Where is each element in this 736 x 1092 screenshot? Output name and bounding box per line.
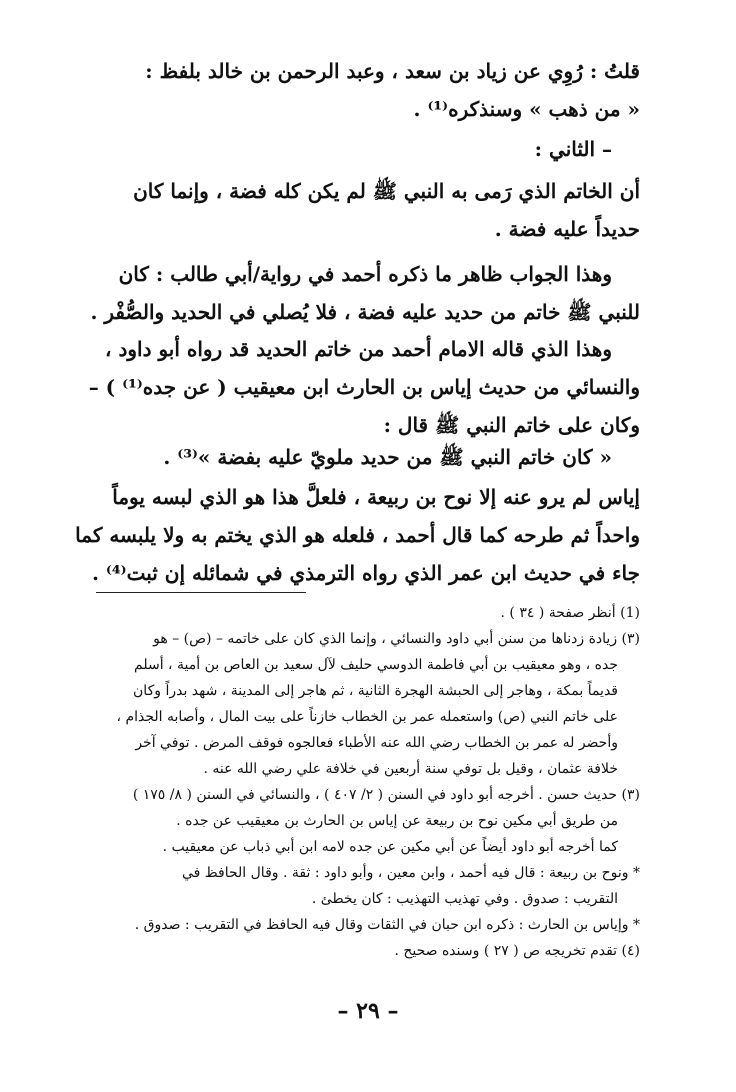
footnote-narrator-2: * وإياس بن الحارث : ذكره ابن حبان في الثقات وقال فيه الحافظ في التقريب : صدوق . — [134, 917, 640, 933]
paragraph-2 — [110, 172, 640, 248]
text-line: وهذا الجواب ظاهر ما ذكره أحمد في رواية/أبي طالب : كان — [118, 262, 612, 286]
paragraph-1 — [110, 52, 640, 128]
footnote-3-line: من طريق أبي مكين نوح بن ربيعة عن إياس بن الحارث بن معيقيب عن جده . — [176, 813, 618, 829]
text-line: قلتُ : رُوِي عن زياد بن سعد ، وعبد الرحمن بن خالد بلفظ : — [145, 59, 640, 83]
text-line: إياس لم يرو عنه إلا نوح بن ربيعة ، فلعلَّ هذا هو الذي لبسه يوماً — [112, 485, 640, 509]
text-line: أن الخاتم الذي رَمى به النبي ﷺ لم يكن كله فضة ، وإنما كان — [133, 179, 640, 203]
text-line: واحداً ثم طرحه كما قال أحمد ، فلعله هو الذي يختم به ولا يلبسه كما — [75, 523, 640, 547]
footnote-4: (٤) تقدم تخريجه ص ( ٢٧ ) وسنده صحيح . — [394, 943, 640, 959]
paragraph-3 — [90, 255, 640, 331]
text-line: حديداً عليه فضة . — [494, 217, 640, 241]
text-line: وهذا الذي قاله الامام أحمد من خاتم الحديد قد رواه أبو داود ، — [105, 337, 612, 361]
footnote-3-line: كما أخرجه أبو داود أيضاً عن أبي مكين عن جده لامه ابن أبي ذباب عن معيقيب . — [162, 839, 618, 855]
footnote-2-line: قديماً بمكة ، وهاجر إلى الحبشة الهجرة الثانية ، ثم هاجر إلى المدينة ، شهد بدراً وكان — [133, 683, 618, 699]
text-line: – الثاني : — [534, 137, 612, 161]
page-number: – ٢٩ – — [337, 998, 399, 1024]
footnote-2-line: على خاتم النبي (ص) واستعمله عمر بن الخطاب خازناً على بيت المال ، وأصابه الجذام ، — [116, 709, 618, 725]
footnote-narrator-1-line: التقريب : صدوق . وفي تهذيب التهذيب : كان يخطئ . — [311, 891, 618, 907]
footnotes — [110, 600, 640, 964]
footnote-3: (٣) حديث حسن . أخرجه أبو داود في السنن ( ٢/ ٤٠٧ ) ، والنسائي في السنن ( ٨/ ١٧٥ ) — [132, 787, 640, 803]
footnote-2: (٣) زيادة زدناها من سنن أبي داود والنسائي ، وإنما الذي كان على خاتمه – (ص) – هو — [153, 631, 640, 647]
paragraph-4 — [88, 330, 640, 444]
text-line: للنبي ﷺ خاتم من حديد عليه فضة ، فلا يُصلي في الحديد والصُّفْر . — [90, 300, 640, 324]
text-line: « من ذهب » وسنذكره⁽¹⁾ . — [413, 97, 640, 121]
footnote-separator — [96, 592, 306, 593]
hadith-quote — [110, 438, 640, 476]
footnote-1: (1) أنظر صفحة ( ٣٤ ) . — [500, 605, 640, 621]
footnote-2-line: وأحضر له عمر بن الخطاب رضي الله عنه الأطباء فعالجوه فوقف المرض . توفي آخر — [135, 735, 618, 751]
text-line: « كان خاتم النبي ﷺ من حديد ملويّ عليه بفضة »⁽³⁾ . — [163, 445, 612, 469]
footnote-narrator-1: * ونوح بن ربيعة : قال فيه أحمد ، وابن معين ، وأبو داود : ثقة . وقال الحافظ في — [181, 865, 640, 881]
paragraph-5 — [75, 478, 640, 592]
section-heading — [110, 130, 640, 168]
footnote-2-line: خلافة عثمان ، وقيل بل توفي سنة أربعين في خلافة علي رضي الله عنه . — [203, 761, 618, 777]
text-line: جاء في حديث ابن عمر الذي رواه الترمذي في شمائله إن ثبت⁽⁴⁾ . — [91, 561, 640, 585]
footnote-2-line: جده ، وهو معيقيب بن أبي فاطمة الدوسي حليف لآل سعيد بن العاص بن أمية ، أسلم — [134, 657, 618, 673]
text-line: وكان على خاتم النبي ﷺ قال : — [383, 413, 640, 437]
text-line: والنسائي من حديث إياس بن الحارث ابن معيقيب ( عن جده⁽¹⁾ ) – — [88, 375, 640, 399]
